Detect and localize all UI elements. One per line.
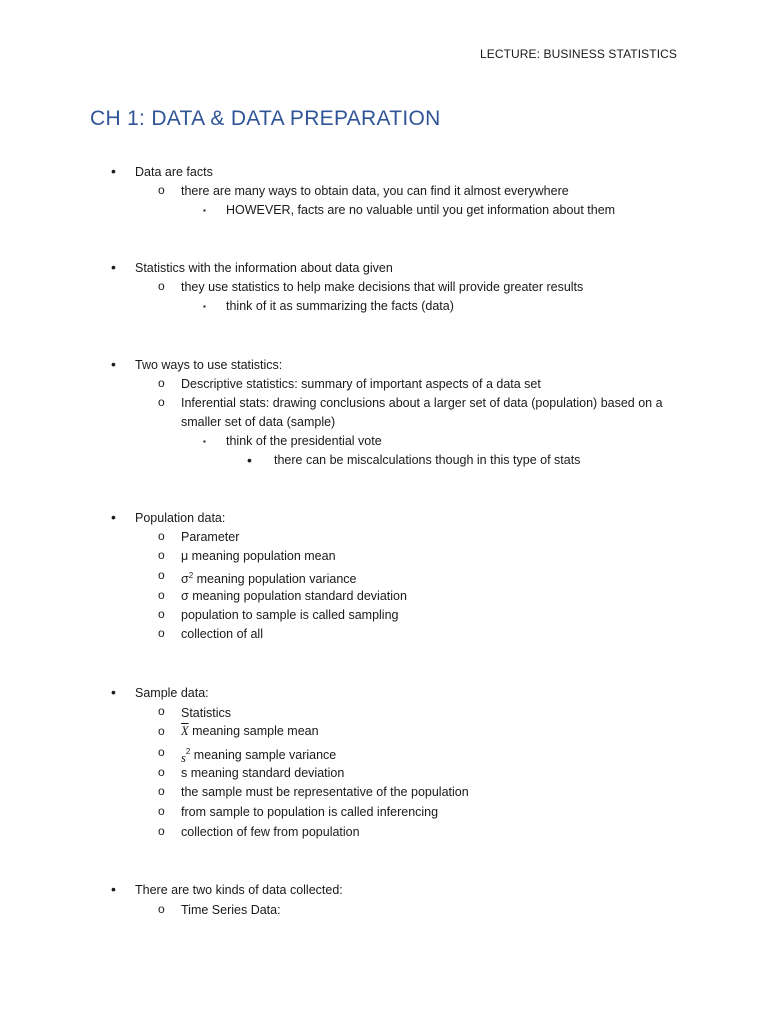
circle-marker: o	[158, 626, 165, 640]
square-marker: ▪	[203, 206, 206, 215]
bullet-marker: •	[111, 259, 116, 275]
bullet-marker: •	[111, 509, 116, 525]
circle-marker: o	[158, 804, 165, 818]
circle-marker: o	[158, 183, 165, 197]
s3-line2: Descriptive statistics: summary of important aspects of a data set	[181, 377, 541, 391]
bullet-marker: •	[247, 452, 252, 468]
s6-line2: Time Series Data:	[181, 903, 281, 917]
circle-marker: o	[158, 745, 165, 759]
circle-marker: o	[158, 724, 165, 738]
s4-line3: μ meaning population mean	[181, 549, 336, 563]
s5-line4	[181, 744, 337, 766]
chapter-title: CH 1: DATA & DATA PREPARATION	[90, 107, 441, 130]
circle-marker: o	[158, 395, 165, 409]
s1-line3: HOWEVER, facts are no valuable until you get information about them	[226, 203, 616, 217]
circle-marker: o	[158, 376, 165, 390]
s5-line8: collection of few from population	[181, 825, 360, 839]
circle-marker: o	[158, 704, 165, 718]
squared-superscript: 2	[185, 747, 191, 756]
bullet-marker: •	[111, 163, 116, 179]
s4-line2: Parameter	[181, 530, 240, 544]
s5-line5: s meaning standard deviation	[181, 766, 345, 780]
circle-marker: o	[158, 824, 165, 838]
circle-marker: o	[158, 279, 165, 293]
s6-line1: There are two kinds of data collected:	[135, 883, 343, 897]
squared-superscript: 2	[188, 571, 194, 580]
bullet-marker: •	[111, 881, 116, 897]
s-symbol: s	[181, 751, 186, 766]
s5-line4-text: meaning sample variance	[190, 748, 337, 763]
s3-line3b: smaller set of data (sample)	[181, 415, 336, 429]
s3-line5: there can be miscalculations though in this type of stats	[274, 453, 581, 467]
circle-marker: o	[158, 548, 165, 562]
circle-marker: o	[158, 588, 165, 602]
s4-line7: collection of all	[181, 627, 263, 641]
s1-line1: Data are facts	[135, 165, 213, 179]
page-header: LECTURE: BUSINESS STATISTICS	[479, 47, 677, 61]
circle-marker: o	[158, 765, 165, 779]
s4-line4	[181, 568, 356, 587]
circle-marker: o	[158, 607, 165, 621]
s3-line4: think of the presidential vote	[226, 434, 382, 448]
square-marker: ▪	[203, 437, 206, 446]
s1-line2: there are many ways to obtain data, you can find it almost everywhere	[181, 184, 569, 198]
square-marker: ▪	[203, 302, 206, 311]
s4-line1: Population data:	[135, 511, 226, 525]
bullet-marker: •	[111, 356, 116, 372]
s3-line1: Two ways to use statistics:	[135, 358, 283, 372]
s2-line2: they use statistics to help make decisions that will provide greater results	[181, 280, 584, 294]
circle-marker: o	[158, 902, 165, 916]
s3-line3a: Inferential stats: drawing conclusions about a larger set of data (population) based on a	[181, 396, 663, 410]
s2-line3: think of it as summarizing the facts (data)	[226, 299, 454, 313]
s5-line7: from sample to population is called inferencing	[181, 805, 439, 819]
s4-line6: population to sample is called sampling	[181, 608, 399, 622]
s4-line5: σ meaning population standard deviation	[181, 589, 407, 603]
s5-line2: Statistics	[181, 706, 232, 720]
s2-line1: Statistics with the information about data given	[135, 261, 393, 275]
s5-line1: Sample data:	[135, 686, 209, 700]
circle-marker: o	[158, 784, 165, 798]
circle-marker: o	[158, 529, 165, 543]
s4-line4-text: meaning population variance	[193, 572, 357, 587]
s5-line3-text: meaning sample mean	[188, 724, 319, 738]
s5-line3	[181, 723, 319, 739]
s5-line6: the sample must be representative of the population	[181, 785, 469, 799]
sigma-symbol: σ	[181, 572, 189, 587]
x-bar-symbol: $\overline{X}$	[181, 724, 189, 738]
bullet-marker: •	[111, 684, 116, 700]
circle-marker: o	[158, 568, 165, 582]
